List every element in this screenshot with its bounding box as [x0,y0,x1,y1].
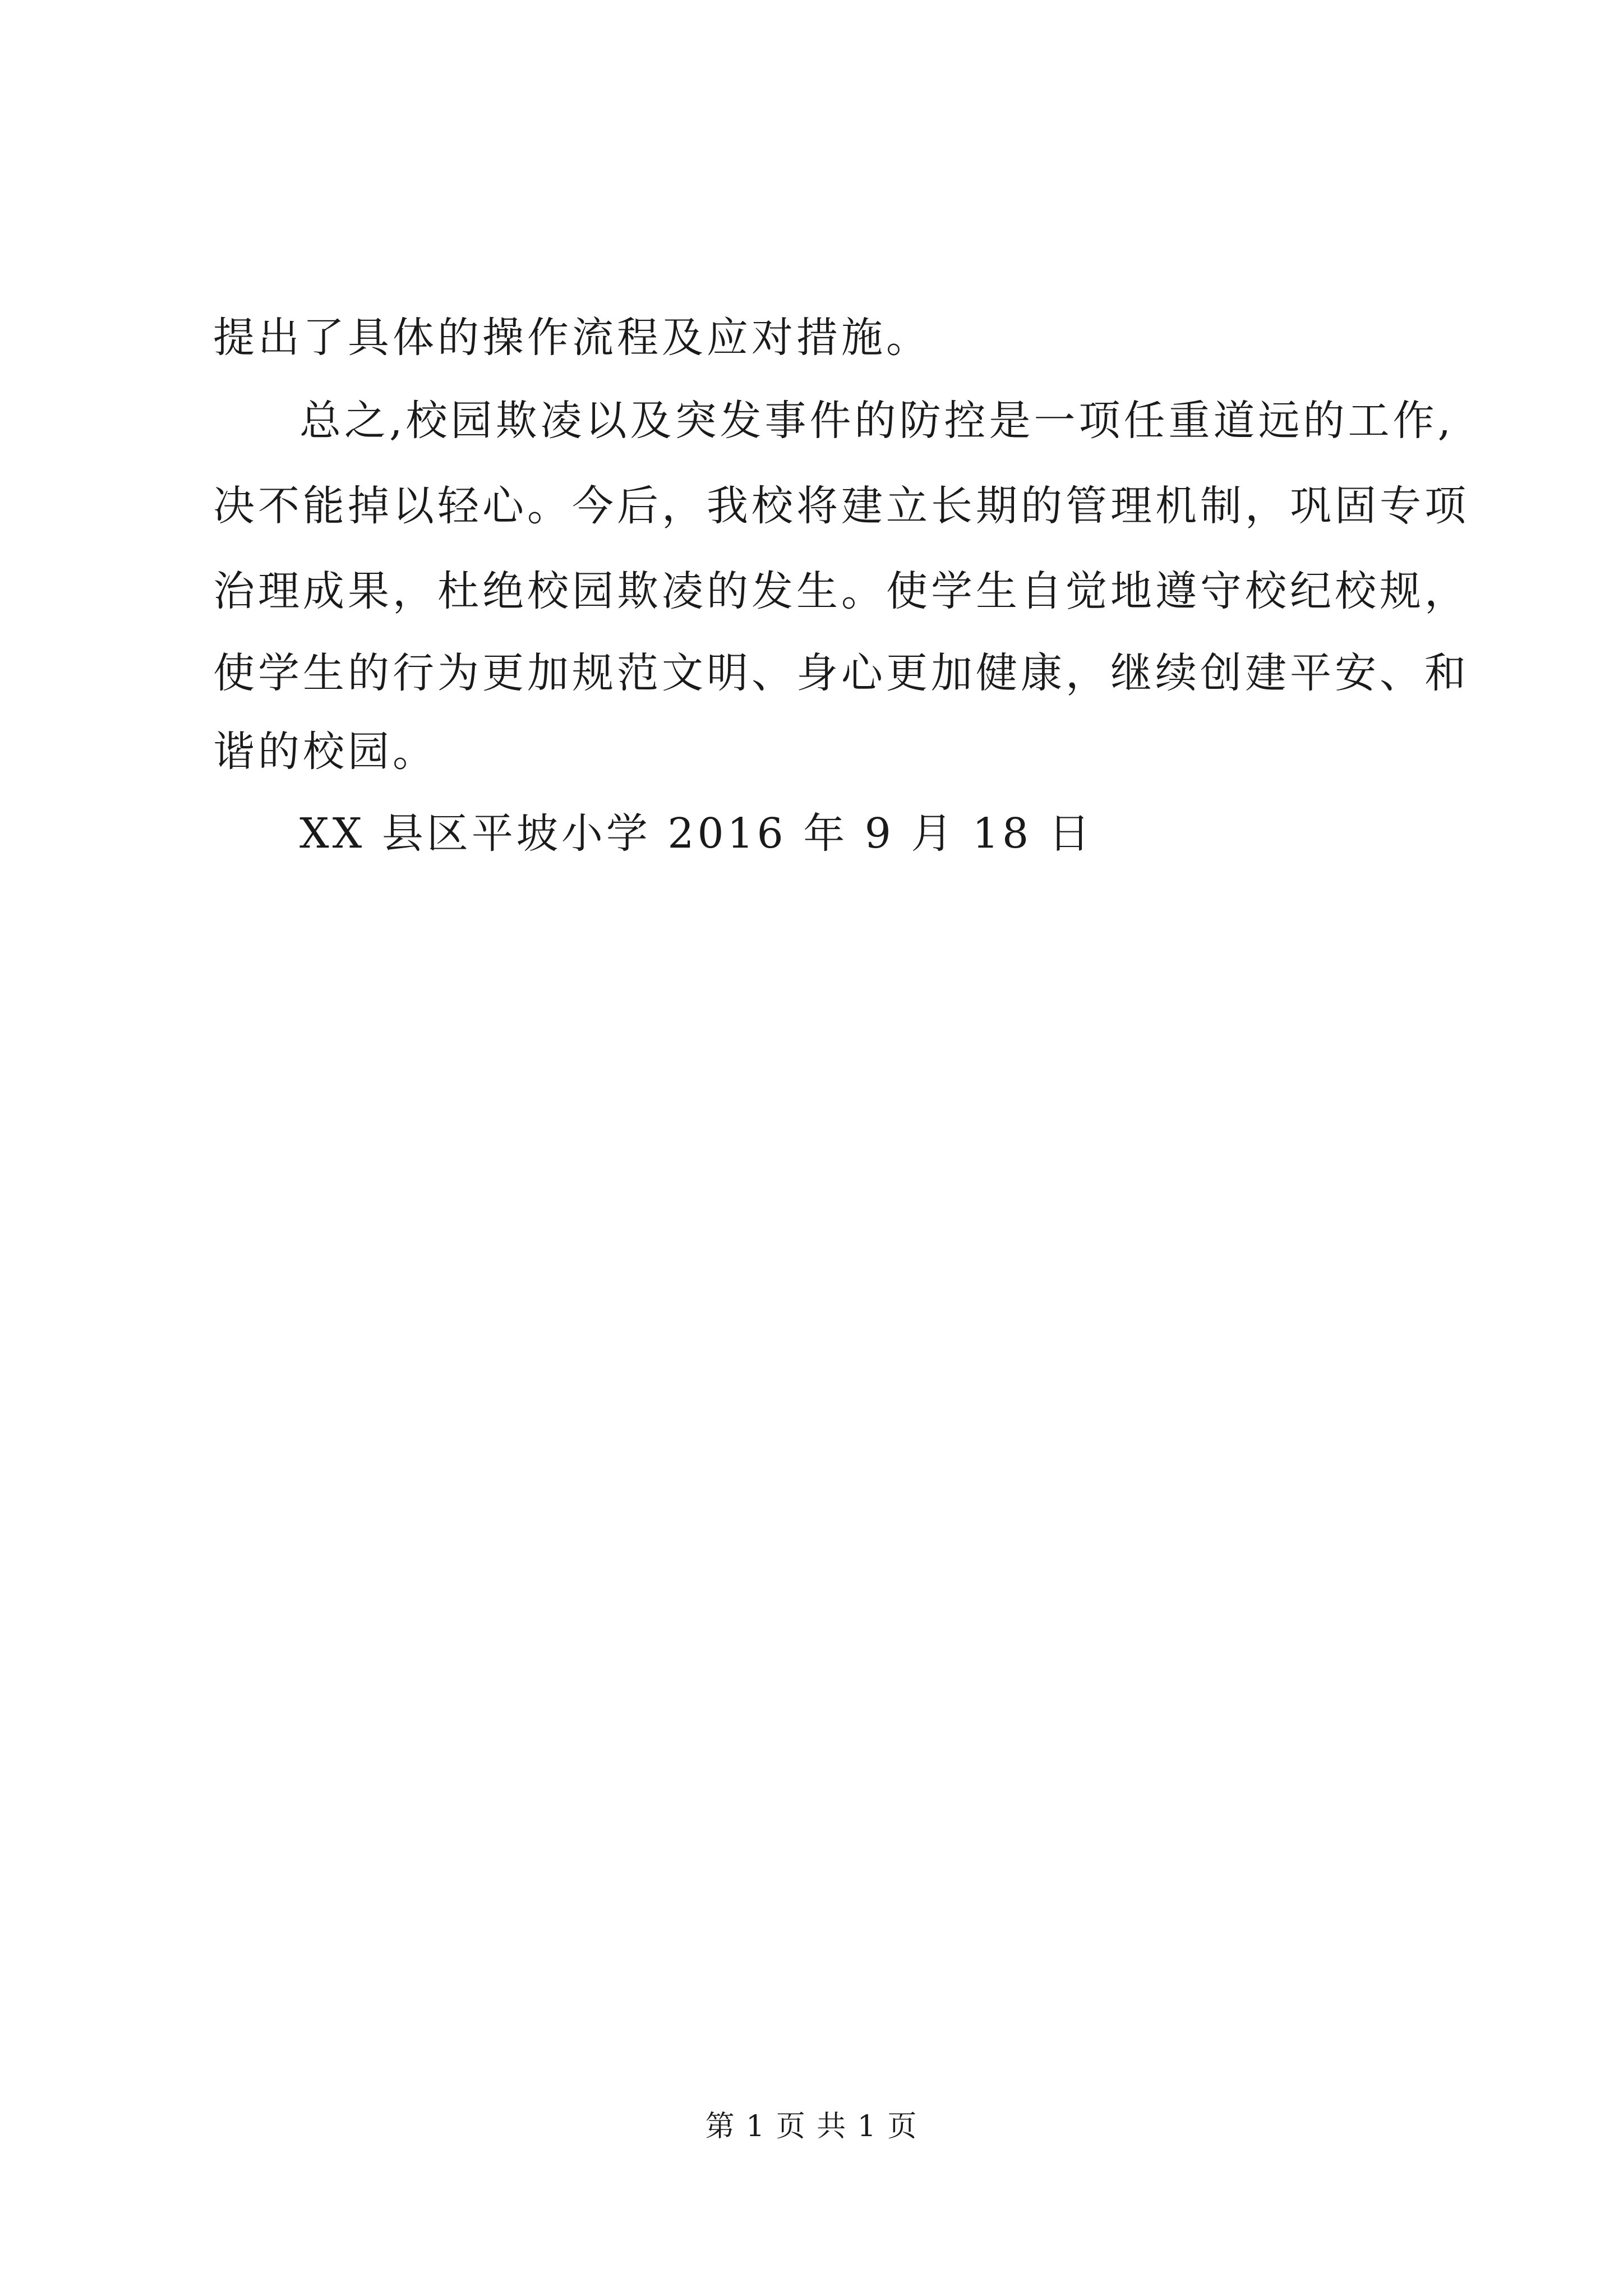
signature-date-line: XX 县区平坡小学 2016 年 9 月 18 日 [299,809,1094,858]
paragraph-line: 使学生的行为更加规范文明、身心更加健康，继续创建平安、和 [213,649,1469,697]
paragraph-line: 治理成果，杜绝校园欺凌的发生。使学生自觉地遵守校纪校规， [213,567,1469,615]
paragraph-line: 决不能掉以轻心。今后，我校将建立长期的管理机制，巩固专项 [213,482,1469,530]
page-footer: 第 1 页 共 1 页 [705,2110,918,2143]
paragraph-line: 提出了具体的操作流程及应对措施。 [213,314,931,362]
paragraph-line: 总之,校园欺凌以及突发事件的防控是一项任重道远的工作, [299,397,1455,445]
paragraph-line: 谐的校园。 [213,728,437,776]
